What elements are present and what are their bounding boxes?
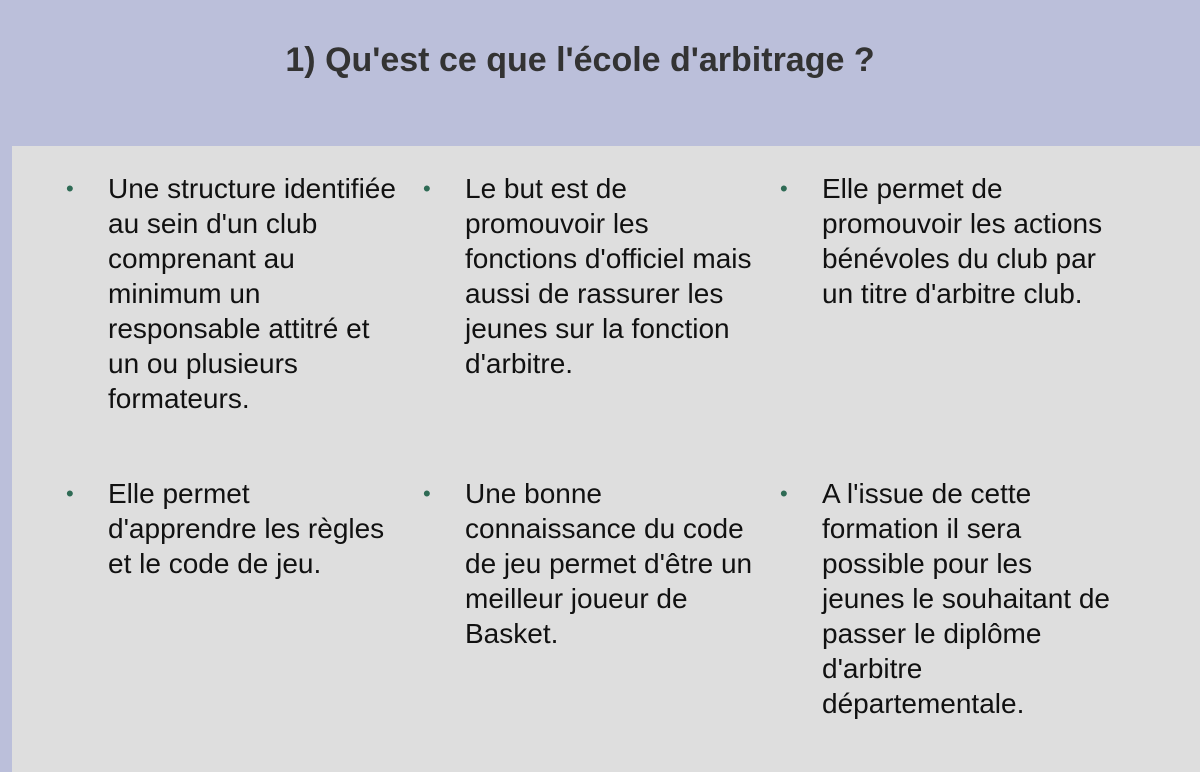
bullet-icon: • — [66, 481, 74, 506]
bullet-icon: • — [780, 176, 788, 201]
bullet-icon: • — [780, 481, 788, 506]
list-item-text: A l'issue de cette formation il sera possible pour les jeunes le souhaitant de passer le diplôme d'arbitre départementale. — [822, 478, 1110, 719]
list-item-text: Elle permet d'apprendre les règles et le code de jeu. — [108, 478, 385, 579]
slide-header — [0, 0, 1200, 146]
bullet-icon: • — [423, 176, 431, 201]
slide-title: 1) Qu'est ce que l'école d'arbitrage ? — [285, 41, 875, 79]
bullet-icon: • — [423, 481, 431, 506]
list-item-text: Une bonne connaissance du code de jeu permet d'être un meilleur joueur de Basket. — [465, 478, 753, 649]
list-item-text: Elle permet de promouvoir les actions bénévoles du club par un titre d'arbitre club. — [822, 173, 1103, 309]
slide-content — [12, 146, 1200, 772]
list-item-text: Une structure identifiée au sein d'un club comprenant au minimum un responsable attitré et un ou plusieurs formateurs. — [108, 173, 396, 414]
bullet-icon: • — [66, 176, 74, 201]
list-item-text: Le but est de promouvoir les fonctions d'officiel mais aussi de rassurer les jeunes sur la fonction d'arbitre. — [465, 173, 752, 379]
